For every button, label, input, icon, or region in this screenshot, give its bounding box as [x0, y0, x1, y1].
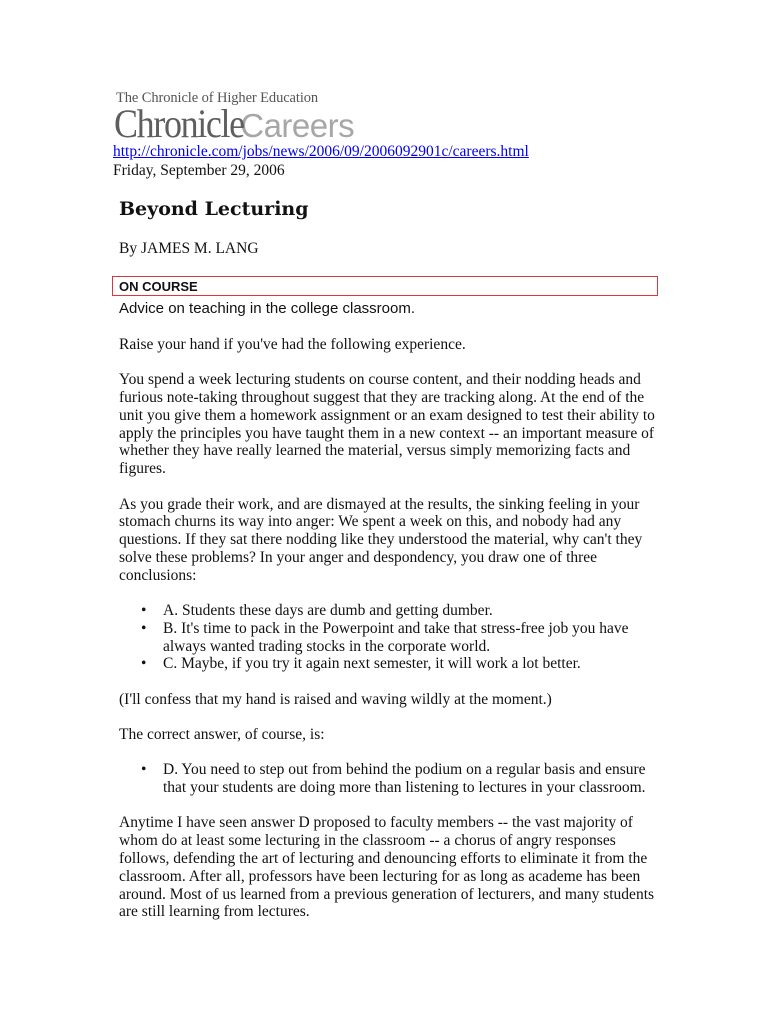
- logo-word-chronicle: Chronicle: [114, 101, 244, 146]
- publication-date: Friday, September 29, 2006: [113, 162, 285, 179]
- list-item-d: • D. You need to step out from behind the podium on a regular basis and ensure that your students are doing more than listening to lectures in your classroom.: [163, 761, 659, 797]
- publication-name: The Chronicle of Higher Education: [116, 90, 319, 106]
- article-title: Beyond Lecturing: [119, 198, 309, 220]
- paragraph-intro: Raise your hand if you've had the following experience.: [119, 336, 466, 353]
- list-item-b: • B. It's time to pack in the Powerpoint and take that stress-free job you have always wanted trading stocks in the corporate world.: [163, 620, 659, 656]
- answer-list: [119, 761, 659, 797]
- chronicle-careers-logo: [114, 101, 355, 146]
- column-name: ON COURSE: [119, 279, 198, 294]
- list-item-c: • C. Maybe, if you try it again next semester, it will work a lot better.: [163, 655, 659, 673]
- article-byline: By JAMES M. LANG: [119, 240, 259, 257]
- paragraph-faculty-response: Anytime I have seen answer D proposed to faculty members -- the vast majority of whom do at least some lecturing in the classroom -- a chorus of angry responses follows, defending the art of lecturing and denouncing efforts to eliminate it from the classroom. After all, professors have been lecturing for as long as academe has been around. Most of us learned from a previous generation of lecturers, and many students are still learning from lectures.: [119, 814, 655, 921]
- column-tagline: Advice on teaching in the college classroom.: [119, 300, 416, 317]
- logo-word-careers: Careers: [240, 107, 355, 144]
- paragraph-lecturing: You spend a week lecturing students on course content, and their nodding heads and furious note-taking throughout suggest that they are tracking along. At the end of the unit you give them a homework assignment or an exam designed to test their ability to apply the principles you have taught them in a new context -- an important measure of whether they have really learned the material, versus simply memorizing facts and figures.: [119, 371, 655, 478]
- column-name-box: [112, 276, 658, 296]
- conclusions-list: [119, 602, 659, 673]
- paragraph-correct-answer: The correct answer, of course, is:: [119, 726, 325, 744]
- paragraph-confession: (I'll confess that my hand is raised and waving wildly at the moment.): [119, 690, 552, 708]
- list-item-a: • A. Students these days are dumb and getting dumber.: [163, 602, 659, 620]
- article-body: [119, 336, 659, 939]
- paragraph-grading: As you grade their work, and are dismayed at the results, the sinking feeling in your stomach churns its way into anger: We spent a week on this, and nobody had any questions. If they sat there nodding like they understood the material, why can't they solve these problems? In your anger and despondency, you draw one of three conclusions:: [119, 495, 643, 584]
- source-url-link[interactable]: http://chronicle.com/jobs/news/2006/09/2006092901c/careers.html: [113, 143, 529, 160]
